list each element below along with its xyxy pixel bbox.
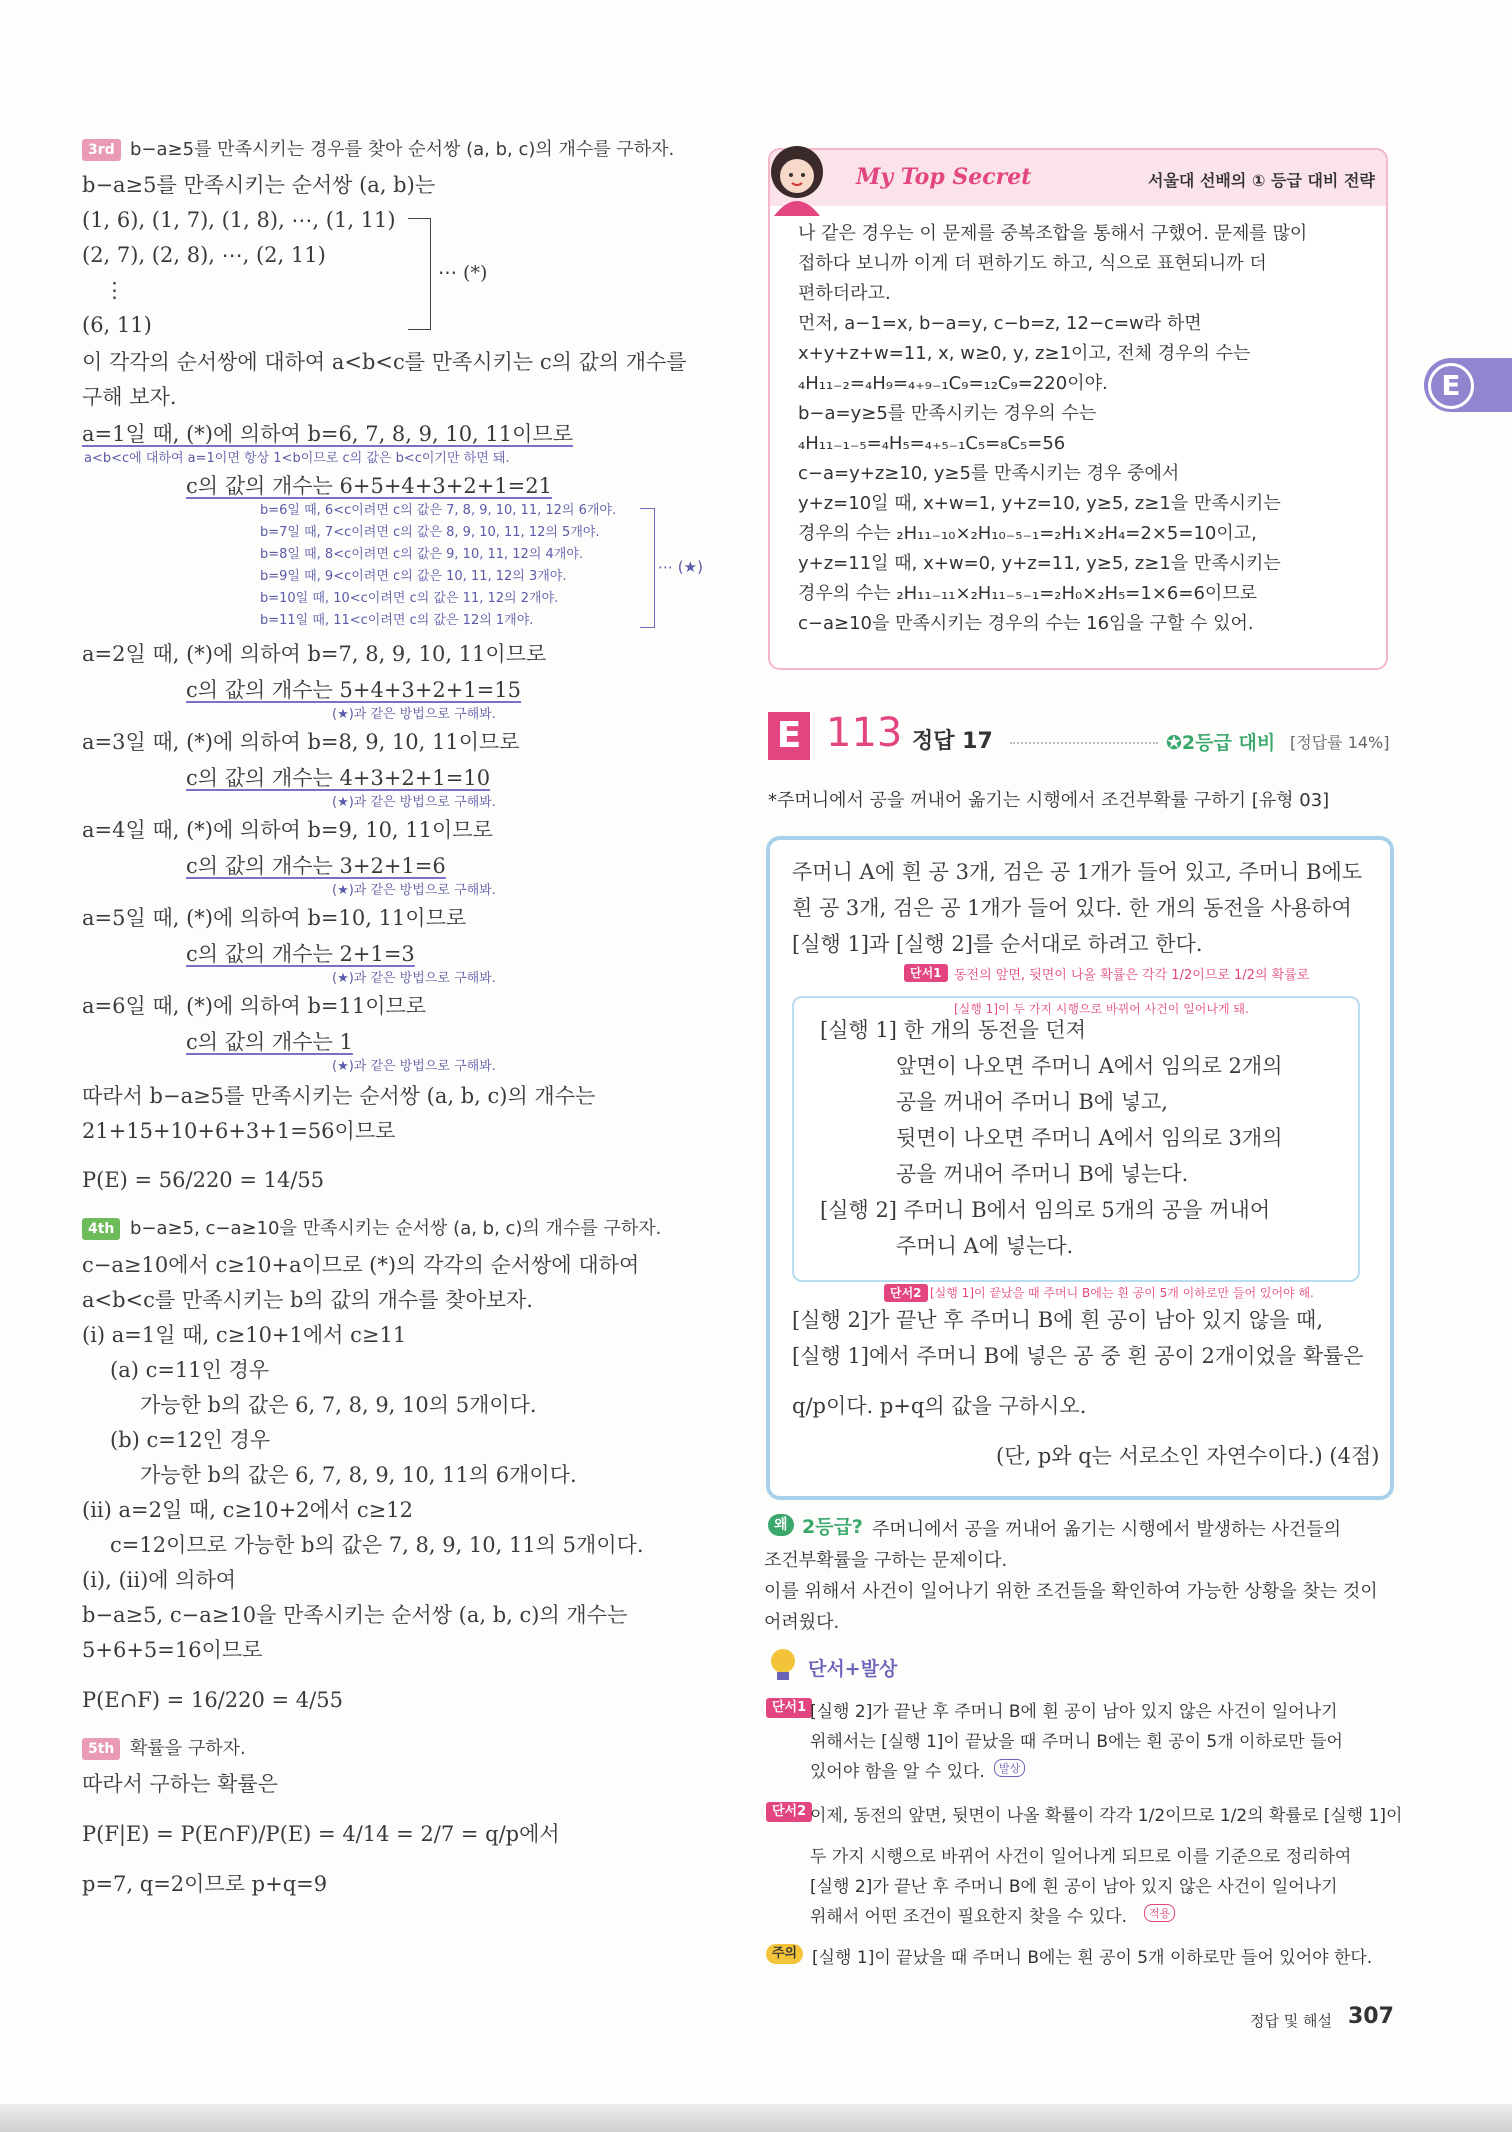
clue1-tag: 단서1 — [766, 1698, 812, 1718]
why-badge: 왜 — [768, 1514, 794, 1536]
answer-label: 정답 17 — [912, 729, 993, 754]
text-line: 5+6+5=16이므로 — [82, 1638, 263, 1662]
secret-line: 경우의 수는 ₂H₁₁₋₁₀×₂H₁₀₋₅₋₁=₂H₁×₂H₄=2×5=10이고, — [798, 523, 1257, 544]
step-badge-4th: 4th — [82, 1218, 120, 1240]
clue2-badge: 단서2 — [884, 1284, 928, 1302]
case-ii: (ii) a=2일 때, c≥10+2에서 c≥12 — [82, 1498, 413, 1522]
case-a5: a=5일 때, (*)에 의하여 b=10, 11이므로 — [82, 906, 467, 930]
why-title: 2등급? — [802, 1516, 863, 1538]
footer-label: 정답 및 해설 — [1250, 2012, 1332, 2030]
problem-letter: E — [768, 712, 810, 760]
case-a6: a=6일 때, (*)에 의하여 b=11이므로 — [82, 994, 427, 1018]
clues-title: 단서+발상 — [808, 1658, 898, 1680]
question-condition: (단, p와 q는 서로소인 자연수이다.) (4점) — [996, 1444, 1380, 1468]
note: a<b<c에 대하여 a=1이면 항상 1<b이므로 c의 값은 b<c이기만 하면 돼. — [84, 451, 510, 466]
why-text: 이를 위해서 사건이 일어나기 위한 조건들을 확인하여 가능한 상황을 찾는 것이 — [764, 1581, 1378, 1602]
run2-line: 주머니 A에 넣는다. — [896, 1234, 1074, 1258]
case-i: (i) a=1일 때, c≥10+1에서 c≥11 — [82, 1323, 407, 1347]
step-badge-3rd: 3rd — [82, 139, 121, 161]
case-a4: a=4일 때, (*)에 의하여 b=9, 10, 11이므로 — [82, 818, 493, 842]
note-same: (★)과 같은 방법으로 구해봐. — [332, 795, 496, 810]
note-b10: b=10일 때, 10<c이려면 c의 값은 11, 12의 2개야. — [260, 591, 559, 606]
inner-note: [실행 1]이 두 가지 시행으로 바뀌어 사건이 일어나게 돼. — [954, 1002, 1249, 1016]
top-secret-box — [768, 148, 1388, 670]
secret-line: 나 같은 경우는 이 문제를 중복조합을 통해서 구했어. 문제를 많이 — [798, 223, 1308, 244]
final-answer-line: p=7, q=2이므로 p+q=9 — [82, 1872, 328, 1896]
text-line: 가능한 b의 값은 6, 7, 8, 9, 10의 5개이다. — [140, 1393, 537, 1417]
page-number: 307 — [1348, 2004, 1394, 2029]
caution-text: [실행 1]이 끝났을 때 주머니 B에는 흰 공이 5개 이하로만 들어 있어야 한다. — [812, 1948, 1373, 1968]
secret-line: c−a=y+z≥10, y≥5를 만족시키는 경우 중에서 — [798, 463, 1180, 484]
question-line: [실행 1]에서 주머니 B에 넣은 공 중 흰 공이 2개이었을 확률은 — [792, 1344, 1364, 1368]
clue-text: 있어야 함을 알 수 있다. — [810, 1762, 985, 1782]
secret-line: ₄H₁₁₋₁₋₅=₄H₅=₄₊₅₋₁C₅=₈C₅=56 — [798, 433, 1066, 454]
secret-line: x+y+z+w=11, x, w≥0, y, z≥1이고, 전체 경우의 수는 — [798, 343, 1251, 364]
run1-line: 뒷면이 나오면 주머니 A에서 임의로 3개의 — [896, 1126, 1283, 1150]
caution-tag: 주의 — [766, 1944, 803, 1964]
brace-bstar — [640, 508, 655, 628]
note-same: (★)과 같은 방법으로 구해봐. — [332, 1059, 496, 1074]
run1-line: 앞면이 나오면 주머니 A에서 임의로 2개의 — [896, 1054, 1283, 1078]
case-a1-count: c의 값의 개수는 6+5+4+3+2+1=21 — [186, 474, 552, 498]
idea-mark: 발상 — [994, 1759, 1025, 1777]
run2-line: [실행 2] 주머니 B에서 임의로 5개의 공을 꺼내어 — [820, 1198, 1271, 1222]
secret-line: 편하더라고. — [798, 283, 891, 304]
text-line: c−a≥10에서 c≥10+a이므로 (*)의 각각의 순서쌍에 대하여 — [82, 1253, 640, 1277]
note-same: (★)과 같은 방법으로 구해봐. — [332, 707, 496, 722]
case-a4-count: c의 값의 개수는 3+2+1=6 — [186, 854, 446, 878]
secret-line: 먼저, a−1=x, b−a=y, c−b=z, 12−c=w라 하면 — [798, 313, 1202, 334]
secret-line: ₄H₁₁₋₂=₄H₉=₄₊₉₋₁C₉=₁₂C₉=220이야. — [798, 373, 1108, 394]
top-secret-subtitle: 서울대 선배의 ① 등급 대비 전략 — [1148, 171, 1375, 190]
problem-text: 주머니 A에 흰 공 3개, 검은 공 1개가 들어 있고, 주머니 B에도 — [792, 860, 1363, 884]
mentor-avatar-icon — [764, 142, 830, 216]
bstar-label: ⋯ (★) — [658, 558, 703, 576]
case-a1: a=1일 때, (*)에 의하여 b=6, 7, 8, 9, 10, 11이므로 — [82, 422, 573, 446]
top-secret-text — [798, 222, 1307, 642]
text-line: 가능한 b의 값은 6, 7, 8, 9, 10, 11의 6개이다. — [140, 1463, 577, 1487]
why-text: 주머니에서 공을 꺼내어 옮기는 시행에서 발생하는 사건들의 — [872, 1519, 1342, 1540]
text-line: 따라서 구하는 확률은 — [82, 1772, 278, 1796]
secret-line: y+z=11일 때, x+w=0, y+z=11, y≥5, z≥1을 만족시키는 — [798, 553, 1281, 574]
star-label: ⋯ (*) — [438, 262, 488, 284]
text-line: c=12이므로 가능한 b의 값은 7, 8, 9, 10, 11의 5개이다. — [110, 1533, 644, 1557]
clue-text: [실행 2]가 끝난 후 주머니 B에 흰 공이 남아 있지 않은 사건이 일어나기 — [810, 1877, 1338, 1897]
why-text: 어려웠다. — [764, 1612, 840, 1633]
clue2-note: [실행 1]이 끝났을 때 주머니 B에는 흰 공이 5개 이하로만 들어 있어야 해. — [930, 1286, 1314, 1300]
note-b7: b=7일 때, 7<c이려면 c의 값은 8, 9, 10, 11, 12의 5개야. — [260, 525, 600, 540]
clue-text: 위해서는 [실행 1]이 끝났을 때 주머니 B에는 흰 공이 5개 이하로만 들어 — [810, 1732, 1343, 1752]
step4-heading: b−a≥5, c−a≥10을 만족시키는 순서쌍 (a, b, c)의 개수를 구하자. — [130, 1218, 662, 1239]
page-shadow — [0, 2104, 1512, 2132]
problem-type: *주머니에서 공을 꺼내어 옮기는 시행에서 조건부확률 구하기 [유형 03] — [768, 790, 1330, 811]
text-line: a<b<c를 만족시키는 b의 값의 개수를 찾아보자. — [82, 1288, 533, 1312]
clue-text: 두 가지 시행으로 바뀌어 사건이 일어나게 되므로 이를 기준으로 정리하여 — [810, 1847, 1352, 1867]
case-a5-count: c의 값의 개수는 2+1=3 — [186, 942, 415, 966]
secret-line: y+z=10일 때, x+w=1, y+z=10, y≥5, z≥1을 만족시키는 — [798, 493, 1281, 514]
secret-line: c−a≥10을 만족시키는 경우의 수는 16임을 구할 수 있어. — [798, 613, 1254, 634]
note-b6: b=6일 때, 6<c이려면 c의 값은 7, 8, 9, 10, 11, 12의 6개야. — [260, 503, 617, 518]
secret-line: b−a=y≥5를 만족시키는 경우의 수는 — [798, 403, 1097, 424]
run1-line: [실행 1] 한 개의 동전을 던져 — [820, 1018, 1086, 1042]
text-line: (6, 11) — [82, 313, 152, 337]
step3-heading: b−a≥5를 만족시키는 경우를 찾아 순서쌍 (a, b, c)의 개수를 구하자. — [130, 139, 675, 160]
note-b9: b=9일 때, 9<c이려면 c의 값은 10, 11, 12의 3개야. — [260, 569, 567, 584]
clue1-note: 동전의 앞면, 뒷면이 나올 확률은 각각 1/2이므로 1/2의 확률로 — [954, 968, 1310, 983]
note-b8: b=8일 때, 8<c이려면 c의 값은 9, 10, 11, 12의 4개야. — [260, 547, 584, 562]
text-line: (1, 6), (1, 7), (1, 8), ⋯, (1, 11) — [82, 208, 396, 232]
secret-line: 접하다 보니까 이게 더 편하기도 하고, 식으로 표현되니까 더 — [798, 253, 1267, 274]
question-line: [실행 2]가 끝난 후 주머니 B에 흰 공이 남아 있지 않을 때, — [792, 1308, 1324, 1332]
formula-pef: P(E∩F) = 16/220 = 4/55 — [82, 1688, 343, 1712]
text-line: ⋮ — [104, 278, 125, 302]
case-a3: a=3일 때, (*)에 의하여 b=8, 9, 10, 11이므로 — [82, 730, 520, 754]
case-a2: a=2일 때, (*)에 의하여 b=7, 8, 9, 10, 11이므로 — [82, 642, 547, 666]
problem-number: 113 — [826, 710, 903, 756]
clue-text: 이제, 동전의 앞면, 뒷면이 나올 확률이 각각 1/2이므로 1/2의 확률로 [실행 1]이 — [810, 1806, 1403, 1826]
why-text: 조건부확률을 구하는 문제이다. — [764, 1550, 1008, 1571]
text-line: 따라서 b−a≥5를 만족시키는 순서쌍 (a, b, c)의 개수는 — [82, 1084, 596, 1108]
case-ia: (a) c=11인 경우 — [110, 1358, 270, 1382]
lightbulb-icon — [766, 1646, 800, 1686]
problem-text: [실행 1]과 [실행 2]를 순서대로 하려고 한다. — [792, 932, 1203, 956]
problem-text: 흰 공 3개, 검은 공 1개가 들어 있다. 한 개의 동전을 사용하여 — [792, 896, 1352, 920]
grade-label: ✪2등급 대비 — [1166, 732, 1276, 754]
case-a2-count: c의 값의 개수는 5+4+3+2+1=15 — [186, 678, 522, 702]
dotted-leader — [1010, 742, 1158, 744]
case-a3-count: c의 값의 개수는 4+3+2+1=10 — [186, 766, 491, 790]
chapter-letter: E — [1428, 363, 1474, 409]
formula-pe: P(E) = 56/220 = 14/55 — [82, 1168, 325, 1192]
clue-text: 위해서 어떤 조건이 필요한지 찾을 수 있다. — [810, 1907, 1128, 1927]
note-b11: b=11일 때, 11<c이려면 c의 값은 12의 1개야. — [260, 613, 534, 628]
case-ib: (b) c=12인 경우 — [110, 1428, 271, 1452]
note-same: (★)과 같은 방법으로 구해봐. — [332, 971, 496, 986]
secret-line: 경우의 수는 ₂H₁₁₋₁₁×₂H₁₁₋₅₋₁=₂H₀×₂H₅=1×6=6이므로 — [798, 583, 1258, 604]
clue2-tag: 단서2 — [766, 1802, 812, 1822]
text-line: 21+15+10+6+3+1=56이므로 — [82, 1119, 396, 1143]
top-secret-title: My Top Secret — [856, 164, 1032, 190]
formula-pfe: P(F|E) = P(E∩F)/P(E) = 4/14 = 2/7 = q/p에서 — [82, 1822, 560, 1846]
case-a6-count: c의 값의 개수는 1 — [186, 1030, 353, 1054]
apply-mark: 적용 — [1144, 1904, 1175, 1922]
note-same: (★)과 같은 방법으로 구해봐. — [332, 883, 496, 898]
clue-text: [실행 2]가 끝난 후 주머니 B에 흰 공이 남아 있지 않은 사건이 일어나기 — [810, 1702, 1338, 1722]
text-line: 구해 보자. — [82, 385, 177, 409]
text-line: 이 각각의 순서쌍에 대하여 a<b<c를 만족시키는 c의 값의 개수를 — [82, 350, 687, 374]
correct-rate: [정답률 14%] — [1290, 733, 1390, 752]
brace-star — [408, 218, 431, 330]
clue1-badge: 단서1 — [904, 964, 948, 982]
step-badge-5th: 5th — [82, 1738, 120, 1760]
text-line: b−a≥5, c−a≥10을 만족시키는 순서쌍 (a, b, c)의 개수는 — [82, 1603, 628, 1627]
text-line: b−a≥5를 만족시키는 순서쌍 (a, b)는 — [82, 173, 436, 197]
text-line: (2, 7), (2, 8), ⋯, (2, 11) — [82, 243, 326, 267]
run1-line: 공을 꺼내어 주머니 B에 넣는다. — [896, 1162, 1189, 1186]
run1-line: 공을 꺼내어 주머니 B에 넣고, — [896, 1090, 1168, 1114]
step5-heading: 확률을 구하자. — [130, 1738, 246, 1759]
text-line: (i), (ii)에 의하여 — [82, 1568, 237, 1592]
question-line: q/p이다. p+q의 값을 구하시오. — [792, 1394, 1087, 1418]
